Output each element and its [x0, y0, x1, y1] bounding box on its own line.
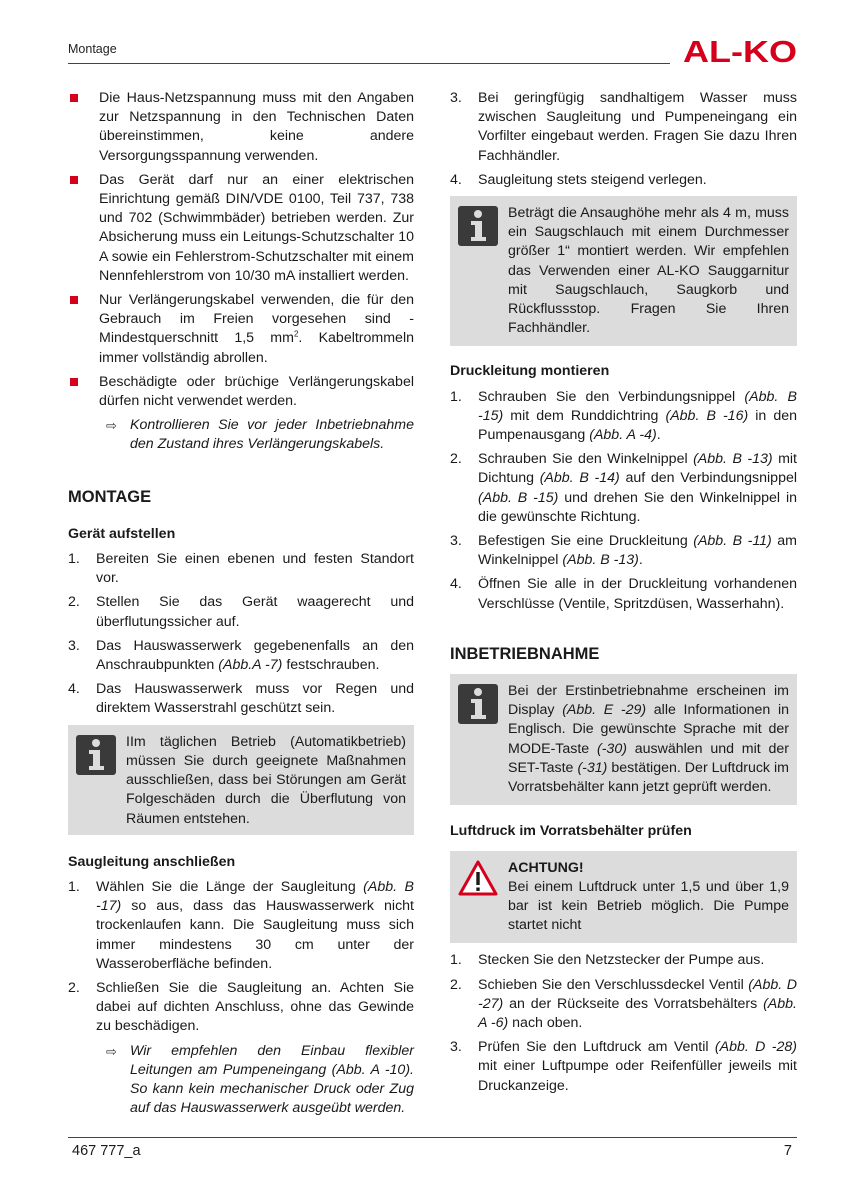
list-item: 2. Schließen Sie die Saugleitung an. Achten Sie dabei auf dichten Anschluss, ohne das Gewinde zu beschädigen.	[68, 979, 414, 1035]
info-icon	[458, 206, 498, 246]
arrow-right-icon: ⇨	[106, 1043, 117, 1059]
list-item: Das Gerät darf nur an einer elektrischen Einrichtung gemäß DIN/VDE 0100, Teil 737, 738 und 702 (Schwimmbäder) betrieben werden. Zur Absicherung muss ein Leitungs-Schutzschalter 10 A sowie ein Fehlerstrom-Schutzschalter mit einem Nennfehlerstrom von 10/30 mA installiert werden.	[68, 171, 414, 286]
right-column	[450, 89, 797, 1101]
list-item: 3. Bei geringfügig sandhaltigem Wasser muss zwischen Saugleitung und Pumpeneingang ein Vorfilter eingebaut werden. Fragen Sie dazu Ihren Fachhändler.	[450, 90, 797, 164]
list-item: 1. Wählen Sie die Länge der Saugleitung (Abb. B -17) so aus, dass das Hauswasserwerk nicht trockenlaufen kann. Die Saugleitung muss sich immer mindestens 30 cm unter der Wasseroberfläche befinden.	[68, 878, 414, 972]
subheading-pressure: Druckleitung montieren	[450, 363, 610, 380]
list-item: 2. Schieben Sie den Verschlussdeckel Ventil (Abb. D -27) an der Rückseite des Vorratsbehälters (Abb. A -6) nach oben.	[450, 976, 797, 1031]
info-note: IIm täglichen Betrieb (Automatikbetrieb) müssen Sie durch geeignete Maßnahmen ausschließen, dass bei Störungen am Gerät Folgeschäden durch die Überflutung von Räumen entstehen.	[68, 725, 414, 835]
list-item: Beschädigte oder brüchige Verlängerungskabel dürfen nicht verwendet werden.	[68, 373, 414, 411]
warning-icon	[458, 859, 498, 899]
list-item: 3. Befestigen Sie eine Druckleitung (Abb. B -11) am Winkelnippel (Abb. B -13).	[450, 533, 798, 569]
list-item: Die Haus-Netzspannung muss mit den Angaben zur Netzspannung in den Technischen Daten übereinstimmen, keine andere Versorgungsspannung verwenden.	[68, 89, 414, 166]
header-rule	[68, 63, 670, 64]
list-item: 3. Das Hauswasserwerk gegebenenfalls an den Anschraubpunkten (Abb.A -7) festschrauben.	[68, 637, 414, 674]
list-item: 2. Schrauben Sie den Winkelnippel (Abb. B -13) mit Dichtung (Abb. B -14) auf den Verbindungsnippel (Abb. B -15) und drehen Sie den Winkelnippel in die gewünschte Richtung.	[450, 451, 797, 525]
sub-instruction: ⇨ Wir empfehlen den Einbau flexibler Leitungen am Pumpeneingang (Abb. A -10). So kann kein mechanischer Druck oder Zug auf das Hauswasserwerk ausgeübt werden.	[106, 1042, 414, 1117]
bullet-square-icon	[70, 378, 78, 386]
page-section-label: Montage	[68, 42, 117, 56]
subheading-suction: Saugleitung anschließen	[68, 853, 236, 870]
sub-instruction: ⇨ Kontrollieren Sie vor jeder Inbetriebnahme den Zustand ihres Verlängerungskabels.	[106, 417, 414, 453]
logo-text: AL-KO	[683, 34, 797, 68]
list-item: 4. Das Hauswasserwerk muss vor Regen und direktem Wasserstrahl geschützt sein.	[68, 681, 414, 717]
list-item: 2. Stellen Sie das Gerät waagerecht und überflutungssicher auf.	[68, 594, 414, 630]
document-number: 467 777_a	[72, 1143, 141, 1159]
list-item: 1. Schrauben Sie den Verbindungsnippel (Abb. B -15) mit dem Runddichtring (Abb. B -16) in den Pumpenausgang (Abb. A -4).	[450, 388, 797, 444]
info-icon	[76, 735, 116, 775]
section-heading-montage: MONTAGE	[68, 487, 152, 506]
warning-note: ACHTUNG! Bei einem Luftdruck unter 1,5 und über 1,9 bar ist kein Betrieb möglich. Die Pumpe startet nicht	[450, 851, 797, 944]
info-icon	[458, 684, 498, 724]
subheading-setup: Gerät aufstellen	[68, 525, 176, 542]
alko-logo	[683, 34, 797, 68]
bullet-square-icon	[70, 94, 78, 102]
section-heading-commissioning: INBETRIEBNAHME	[450, 644, 600, 663]
arrow-right-icon: ⇨	[106, 418, 117, 434]
list-item: 4. Öffnen Sie alle in der Druckleitung vorhandenen Verschlüsse (Ventile, Spritzdüsen, Wasserhahn).	[450, 576, 797, 612]
warning-title: ACHTUNG!	[508, 859, 584, 876]
list-item: Nur Verlängerungskabel verwenden, die für den Gebrauch im Freien vorgesehen sind - Mindestquerschnitt 1,5 $mm^2$. Kabeltrommeln immer vollständig abrollen.	[68, 291, 414, 368]
bullet-square-icon	[70, 296, 78, 304]
footer-rule	[68, 1137, 797, 1138]
info-note: Bei der Erstinbetriebnahme erscheinen im Display (Abb. E -29) alle Informationen in Englisch. Die gewünschte Sprache mit der MODE-Taste (-30) auswählen und mit der SET-Taste (-31) bestätigen. Der Luftdruck im Vorratsbehälter kann jetzt geprüft werden.	[450, 674, 797, 805]
info-note: Beträgt die Ansaughöhe mehr als 4 m, muss ein Saugschlauch mit einem Durchmesser größer 1“ montiert werden. Wir empfehlen das Verwenden einer AL-KO Sauggarnitur mit Saugschlauch, Saugkorb und Rückflussstop. Fragen Sie Ihren Fachhändler.	[450, 196, 797, 346]
page-number: 7	[783, 1143, 792, 1159]
left-column	[68, 89, 414, 1123]
list-item: 1. Bereiten Sie einen ebenen und festen Standort vor.	[68, 551, 414, 587]
bullet-square-icon	[70, 176, 78, 184]
subheading-air-pressure: Luftdruck im Vorratsbehälter prüfen	[450, 823, 692, 840]
list-item: 4. Saugleitung stets steigend verlegen.	[450, 171, 707, 188]
list-item: 3. Prüfen Sie den Luftdruck am Ventil (Abb. D -28) mit einer Luftpumpe oder Reifenfüller jeweils mit Druckanzeige.	[450, 1039, 797, 1094]
list-item: 1. Stecken Sie den Netzstecker der Pumpe aus.	[450, 952, 765, 969]
